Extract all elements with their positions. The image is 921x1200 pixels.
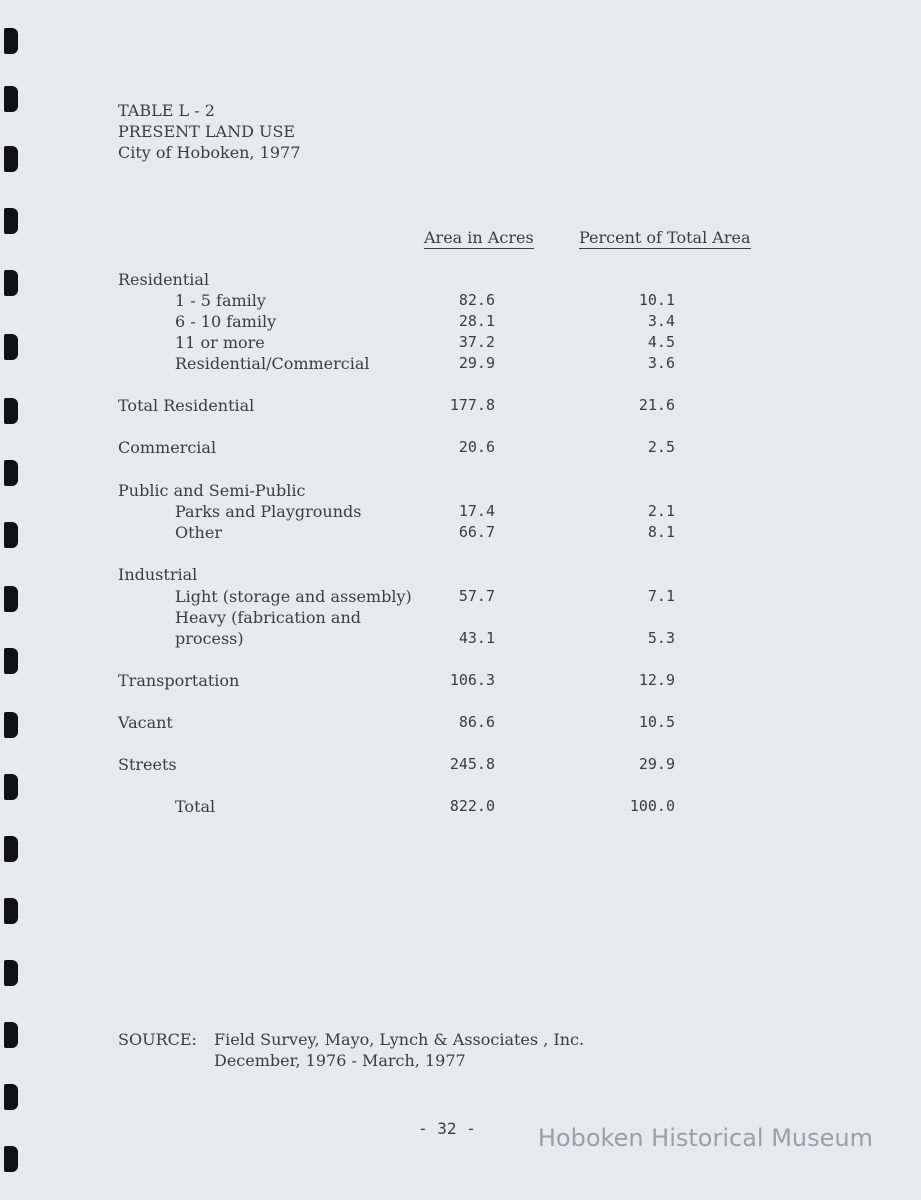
row-area: 82.6 [458, 291, 495, 309]
table-row [0, 481, 921, 502]
row-label: Industrial [118, 565, 198, 584]
row-percent: 4.5 [647, 333, 675, 351]
table-row [0, 755, 921, 776]
row-percent: 8.1 [647, 523, 675, 541]
row-area: 66.7 [458, 523, 495, 541]
source-label: SOURCE: [118, 1030, 197, 1049]
row-label: Vacant [118, 713, 173, 732]
row-percent: 7.1 [647, 587, 675, 605]
table-row [0, 312, 921, 333]
row-area: 57.7 [458, 587, 495, 605]
row-label: Parks and Playgrounds [175, 502, 362, 521]
page-number: - 32 - [418, 1119, 476, 1138]
table-row [0, 713, 921, 734]
row-area: 106.3 [449, 671, 495, 689]
table-row [0, 502, 921, 523]
table-row [0, 291, 921, 312]
binding-ring [4, 1146, 18, 1172]
row-percent: 2.5 [647, 438, 675, 456]
table-row [0, 587, 921, 608]
row-label: Total Residential [118, 396, 255, 415]
column-header-area: Area in Acres [424, 228, 534, 247]
table-row [0, 333, 921, 354]
binding-ring [4, 1084, 18, 1110]
row-label: process) [175, 629, 244, 648]
binding-ring [4, 836, 18, 862]
row-area: 28.1 [458, 312, 495, 330]
table-title: PRESENT LAND USE [118, 122, 296, 141]
row-area: 37.2 [458, 333, 495, 351]
table-row [0, 438, 921, 459]
row-label: Public and Semi-Public [118, 481, 306, 500]
binding-ring [4, 86, 18, 112]
row-percent: 29.9 [638, 755, 675, 773]
row-label: 11 or more [175, 333, 265, 352]
row-area: 20.6 [458, 438, 495, 456]
binding-ring [4, 898, 18, 924]
table-row [0, 671, 921, 692]
table-row [0, 523, 921, 544]
table-row [0, 270, 921, 291]
binding-ring [4, 1022, 18, 1048]
table-row-total [0, 797, 921, 818]
row-label: 6 - 10 family [175, 312, 277, 331]
row-label: Light (storage and assembly) [175, 587, 412, 606]
row-percent: 10.5 [638, 713, 675, 731]
binding-ring [4, 208, 18, 234]
row-label: Total [175, 797, 216, 816]
row-area: 43.1 [458, 629, 495, 647]
row-percent: 3.4 [647, 312, 675, 330]
table-row [0, 629, 921, 650]
row-percent: 2.1 [647, 502, 675, 520]
row-label: Heavy (fabrication and [175, 608, 361, 627]
museum-watermark: Hoboken Historical Museum [537, 1124, 873, 1152]
row-percent: 21.6 [638, 396, 675, 414]
row-area: 822.0 [449, 797, 495, 815]
row-area: 29.9 [458, 354, 495, 372]
table-subtitle: City of Hoboken, 1977 [118, 143, 301, 162]
column-header-percent: Percent of Total Area [579, 228, 751, 247]
row-area: 86.6 [458, 713, 495, 731]
table-row [0, 565, 921, 586]
row-area: 17.4 [458, 502, 495, 520]
table-heading [118, 100, 300, 163]
row-label: Residential [118, 270, 210, 289]
row-percent: 100.0 [629, 797, 675, 815]
source-line-2: December, 1976 - March, 1977 [214, 1051, 466, 1070]
binding-ring [4, 28, 18, 54]
row-percent: 10.1 [638, 291, 675, 309]
table-number: TABLE L - 2 [118, 101, 215, 120]
row-label: 1 - 5 family [175, 291, 266, 310]
row-label: Commercial [118, 438, 217, 457]
row-percent: 12.9 [638, 671, 675, 689]
table-row [0, 608, 921, 629]
row-percent: 3.6 [647, 354, 675, 372]
binding-ring [4, 146, 18, 172]
row-area: 177.8 [449, 396, 495, 414]
row-label: Residential/Commercial [175, 354, 370, 373]
table-row [0, 396, 921, 417]
binding-ring [4, 960, 18, 986]
row-label: Transportation [118, 671, 240, 690]
row-area: 245.8 [449, 755, 495, 773]
row-label: Streets [118, 755, 177, 774]
source-line-1: Field Survey, Mayo, Lynch & Associates , Inc. [214, 1030, 585, 1049]
row-percent: 5.3 [647, 629, 675, 647]
table-row [0, 354, 921, 375]
row-label: Other [175, 523, 222, 542]
